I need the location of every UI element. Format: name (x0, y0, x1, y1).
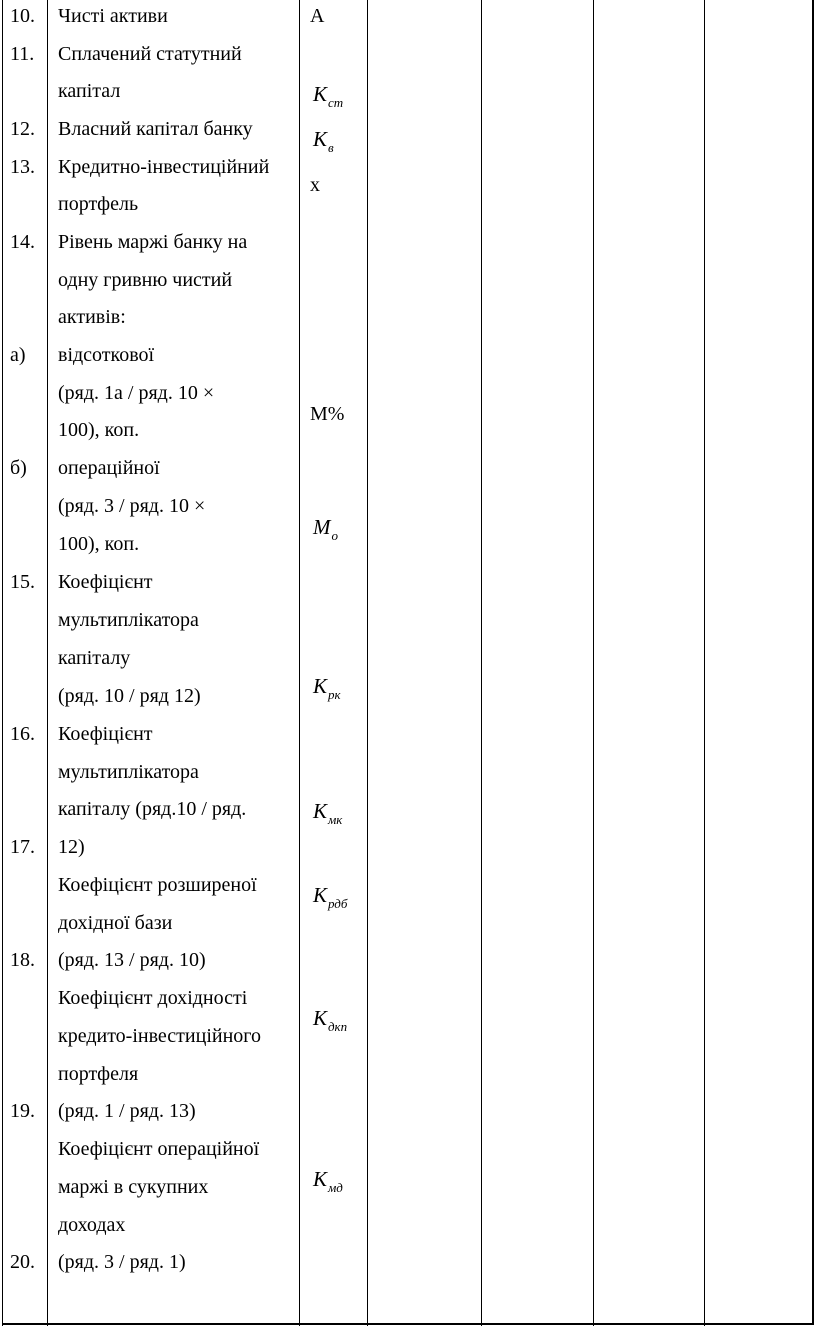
indicator-text: операційної (58, 457, 160, 479)
symbol-subscript: о (331, 528, 338, 543)
indicator-text: Рівень маржі банку на (58, 231, 248, 253)
indicator-text: кредито-інвестиційного (58, 1025, 261, 1047)
symbol (313, 885, 347, 914)
symbol (310, 175, 320, 195)
symbol-base: х (310, 174, 320, 196)
symbol (313, 517, 338, 546)
row-number: 19. (10, 1100, 35, 1122)
symbol (313, 676, 341, 705)
indicator-text: капіталу (58, 647, 131, 669)
col-border (704, 0, 705, 1326)
symbol (313, 84, 343, 113)
indicator-text: Коефіцієнт (58, 723, 153, 745)
indicator-text: відсоткової (58, 344, 155, 366)
symbol-base: К (313, 799, 327, 823)
symbol-base: К (313, 674, 327, 698)
row-number: 16. (10, 723, 35, 745)
symbol (313, 1169, 343, 1198)
col-border (47, 0, 48, 1326)
indicator-text: Коефіцієнт розширеної (58, 874, 257, 896)
indicator-text: Кредитно-інвестиційний (58, 156, 270, 178)
symbol (310, 404, 344, 424)
symbol-subscript: рк (327, 687, 341, 702)
symbol-subscript: в (327, 140, 334, 155)
indicator-text: дохідної бази (58, 912, 173, 934)
indicator-text: Коефіцієнт дохідності (58, 987, 248, 1009)
row-number: б) (10, 457, 27, 479)
indicator-text: Сплачений статутний (58, 43, 242, 65)
indicator-text: (ряд. 13 / ряд. 10) (58, 949, 206, 971)
symbol-base: М% (310, 403, 345, 425)
indicator-text: (ряд. 3 / ряд. 10 × (58, 495, 206, 517)
indicator-text: (ряд. 3 / ряд. 1) (58, 1251, 186, 1273)
indicator-text: 100), коп. (58, 419, 140, 441)
symbol-subscript: ст (327, 95, 344, 110)
indicator-text: портфель (58, 193, 139, 215)
row-number: 10. (10, 5, 35, 27)
symbol-base: К (313, 1006, 327, 1030)
symbol-subscript: дкп (327, 1019, 348, 1034)
indicator-text: портфеля (58, 1063, 139, 1085)
symbol-base: А (310, 5, 325, 27)
indicator-text: (ряд. 10 / ряд 12) (58, 685, 201, 707)
symbol (313, 129, 334, 158)
symbol-subscript: мд (327, 1180, 343, 1195)
col-border (367, 0, 368, 1326)
symbol-base: К (313, 82, 327, 106)
indicator-text: маржі в сукупних (58, 1176, 209, 1198)
indicator-text: мультиплікатора (58, 609, 199, 631)
symbol (310, 6, 324, 26)
row-number: 17. (10, 836, 35, 858)
indicator-text: (ряд. 1а / ряд. 10 × (58, 382, 215, 404)
symbol (313, 1008, 347, 1037)
symbol-base: К (313, 883, 327, 907)
indicator-text: доходах (58, 1214, 126, 1236)
indicator-text: капітал (58, 80, 121, 102)
row-number: 18. (10, 949, 35, 971)
symbol-subscript: рдб (327, 896, 348, 911)
indicator-text: Чисті активи (58, 5, 168, 27)
col-border (2, 0, 3, 1326)
indicator-text: мультиплікатора (58, 761, 199, 783)
row-number: а) (10, 344, 26, 366)
indicator-text: Коефіцієнт (58, 571, 153, 593)
indicator-text: 100), коп. (58, 533, 140, 555)
row-number: 15. (10, 571, 35, 593)
row-number: 20. (10, 1251, 35, 1273)
indicator-text: Коефіцієнт операційної (58, 1138, 260, 1160)
indicator-text: Власний капітал банку (58, 118, 253, 140)
row-number: 12. (10, 118, 35, 140)
indicator-text: капіталу (ряд.10 / ряд. (58, 798, 247, 820)
symbol (313, 801, 342, 830)
row-number: 13. (10, 156, 35, 178)
symbol-base: М (313, 515, 331, 539)
row-number: 14. (10, 231, 35, 253)
indicator-text: одну гривню чистий (58, 269, 233, 291)
row-number: 11. (10, 43, 35, 65)
col-border (593, 0, 594, 1326)
symbol-subscript: мк (327, 812, 343, 827)
symbol-base: К (313, 127, 327, 151)
col-border (481, 0, 482, 1326)
col-border (299, 0, 300, 1326)
indicator-text: 12) (58, 836, 85, 858)
indicator-text: активів: (58, 306, 126, 328)
indicator-text: (ряд. 1 / ряд. 13) (58, 1100, 196, 1122)
symbol-base: К (313, 1167, 327, 1191)
